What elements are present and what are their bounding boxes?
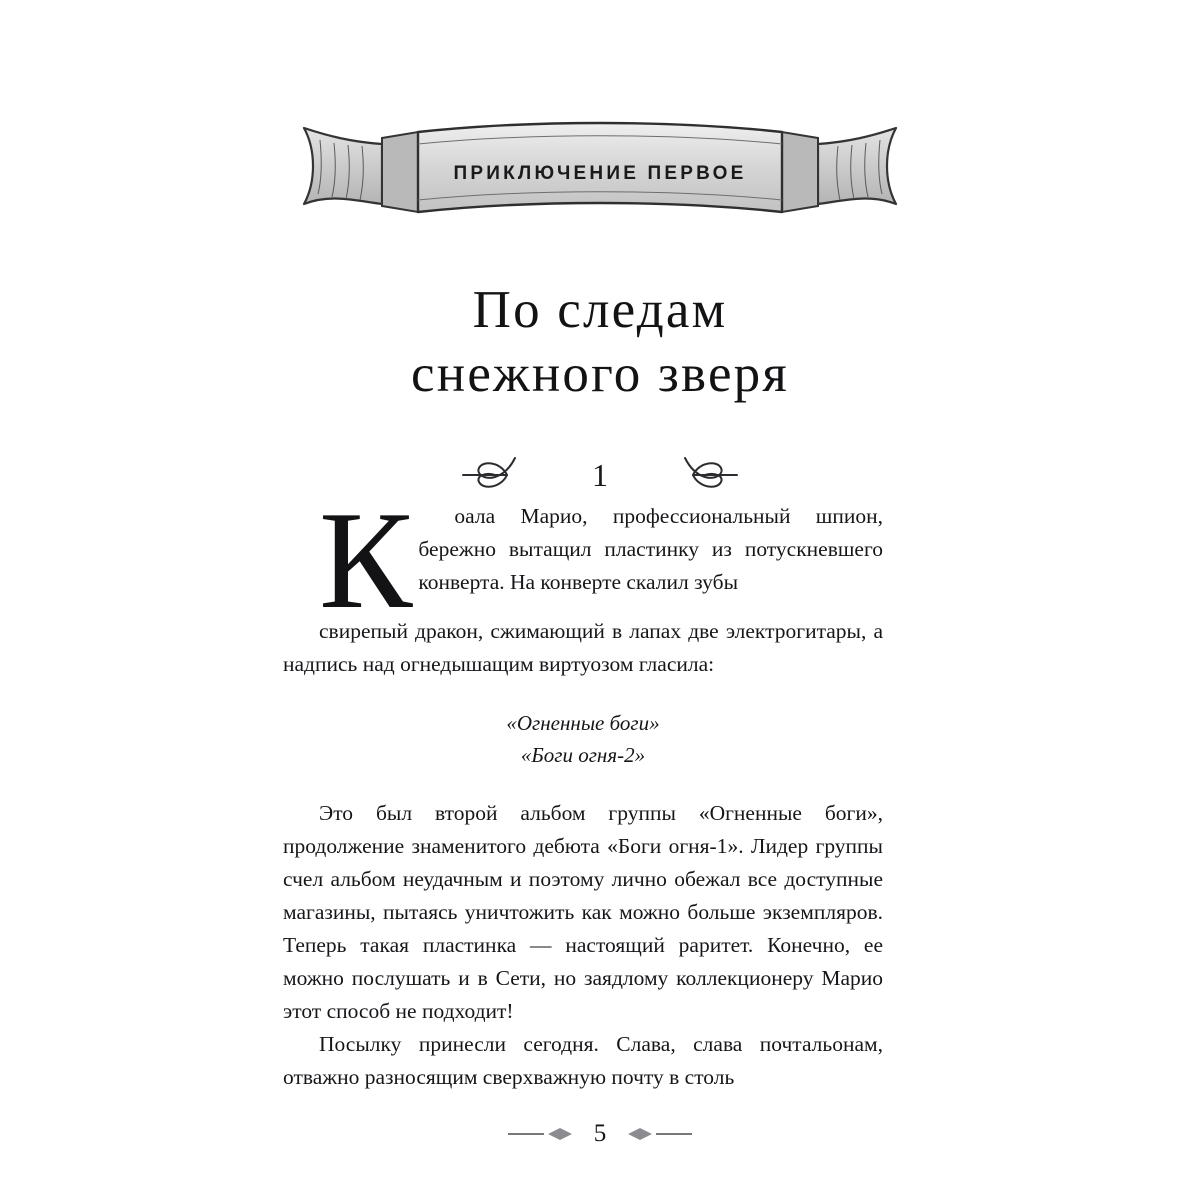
body-text [283,483,883,1094]
section-header [0,452,1200,498]
page-title-line-1: По следам [472,281,728,340]
banner-label: ПРИКЛЮЧЕНИЕ ПЕРВОЕ [453,163,747,184]
paragraph-2: Это был второй альбом группы «Огненные боги», продолжение знаменитого дебюта «Боги огня-1». Лидер группы счел альбом неудачным и поэтому лично обежал все доступные магазины, пытаясь уничтожить как можно больше экземпляров. Теперь такая пластинка — настоящий раритет. Конечно, ее можно послушать и в Сети, но заядлому коллекционеру Марио этот способ не подходит! [283,801,883,1024]
flourish-left-icon [459,452,569,498]
paragraph-first [283,483,883,681]
chapter-banner [0,108,1200,228]
page-title [0,279,1200,405]
diamond-left-icon [508,1125,574,1143]
drop-cap: К [319,483,413,638]
paragraph-first-lead: оала Марио, профессиональный шпион, бережно вытащил пластинку из потускневшего конверта. На конверте скалил зубы [418,504,883,594]
ribbon-banner-icon [290,108,910,228]
paragraph-3: Посылку принесли сегодня. Слава, слава почтальонам, отважно разносящим сверхважную почту в столь [283,1032,883,1090]
section-number: 1 [592,457,608,493]
paragraph-first-rest: свирепый дракон, сжимающий в лапах две электрогитары, а надпись над огнедышащим виртуозом гласила: [283,619,883,677]
page-title-line-2: снежного зверя [411,344,789,403]
album-title-1: «Огненные боги» [506,711,660,736]
page-footer [0,1120,1200,1148]
album-title-2: «Боги огня-2» [520,743,646,768]
page-number: 5 [593,1120,607,1147]
flourish-right-icon [631,452,741,498]
album-quote-block [283,707,883,771]
diamond-right-icon [626,1125,692,1143]
